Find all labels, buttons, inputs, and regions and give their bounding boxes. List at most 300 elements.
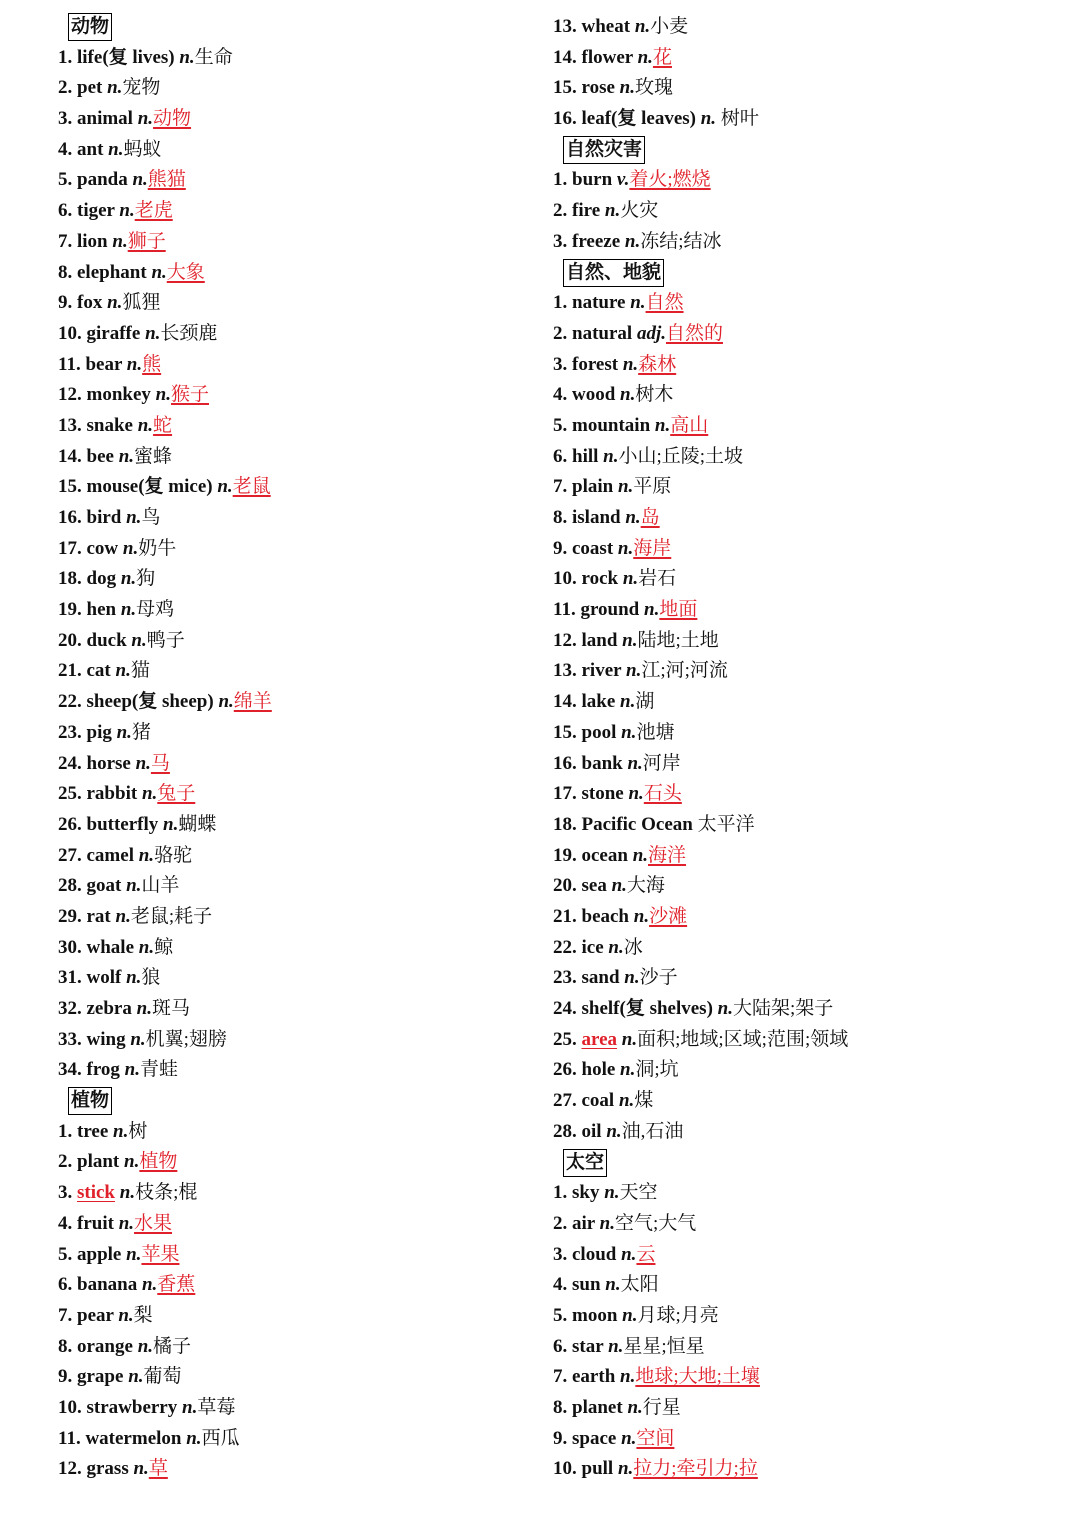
vocab-entry <box>553 165 1063 196</box>
entry-word: shelf(复 shelves) <box>581 998 713 1019</box>
entry-pos: n. <box>717 998 733 1019</box>
entry-word: hen <box>86 599 117 621</box>
entry-pos: n. <box>628 783 644 805</box>
entry-word: sheep(复 sheep) <box>86 691 214 713</box>
entry-number: 33. <box>58 1028 82 1050</box>
vocab-entry <box>553 196 1063 227</box>
entry-pos: n. <box>622 353 639 375</box>
vocab-entry <box>58 380 528 411</box>
vocab-entry <box>58 656 528 687</box>
entry-number: 10. <box>553 568 577 590</box>
entry-meaning: 江;河;河流 <box>641 660 728 682</box>
entry-word: fire <box>572 200 601 222</box>
entry-pos: n. <box>627 1396 643 1418</box>
entry-pos: n. <box>620 691 636 713</box>
entry-pos: n. <box>619 77 635 99</box>
entry-meaning: 宠物 <box>122 77 161 99</box>
entry-pos: n. <box>151 261 167 283</box>
entry-pos: n. <box>621 1028 638 1050</box>
vocab-entry <box>58 994 528 1025</box>
entry-number: 4. <box>58 1212 73 1234</box>
entry-number: 28. <box>58 875 82 897</box>
entry-pos: n. <box>124 1059 140 1081</box>
entry-pos: n. <box>603 445 619 467</box>
entry-word: ant <box>77 138 104 160</box>
vocab-entry <box>553 1025 1063 1056</box>
vocab-entry <box>58 227 528 258</box>
entry-meaning-answer: 花 <box>652 46 672 68</box>
entry-word: cat <box>86 660 111 682</box>
entry-pos: n. <box>112 230 128 252</box>
entry-pos: n. <box>608 936 624 958</box>
vocab-entry <box>553 1178 1063 1209</box>
entry-meaning-answer: 水果 <box>134 1212 173 1234</box>
entry-word: bee <box>86 445 114 467</box>
entry-word: fruit <box>77 1212 114 1234</box>
entry-number: 9. <box>553 1427 568 1449</box>
entry-number: 8. <box>58 261 73 283</box>
entry-pos: n. <box>182 1396 198 1418</box>
entry-word: camel <box>86 844 134 866</box>
entry-number: 5. <box>58 169 73 191</box>
entry-number: 11. <box>58 1427 81 1449</box>
entry-number: 1. <box>553 292 568 314</box>
entry-meaning: 太阳 <box>620 1274 659 1296</box>
entry-meaning: 山羊 <box>141 875 180 897</box>
entry-pos: n. <box>605 1274 621 1296</box>
entry-word: mountain <box>572 414 651 436</box>
section-header: 植物 <box>68 1087 112 1115</box>
entry-number: 22. <box>58 691 82 713</box>
entry-pos: n. <box>130 1028 146 1050</box>
entry-meaning-answer: 草 <box>148 1458 168 1480</box>
entry-number: 23. <box>58 721 82 743</box>
entry-word: elephant <box>77 261 147 283</box>
entry-number: 24. <box>58 752 82 774</box>
vocab-entry <box>553 472 1063 503</box>
vocab-entry <box>553 779 1063 810</box>
vocab-entry <box>553 380 1063 411</box>
entry-pos: n. <box>622 568 639 590</box>
vocab-entry <box>58 1393 528 1424</box>
vocab-entry <box>58 1332 528 1363</box>
entry-pos: n. <box>617 476 634 498</box>
entry-word: apple <box>77 1243 122 1265</box>
entry-word: moon <box>572 1304 618 1326</box>
vocab-entry <box>553 350 1063 381</box>
entry-pos: n. <box>133 1458 149 1480</box>
entry-pos: n. <box>137 1335 154 1357</box>
entry-pos: n. <box>620 1059 636 1081</box>
entry-meaning: 蚂蚁 <box>123 138 162 160</box>
vocab-entry <box>553 1240 1063 1271</box>
vocab-entry <box>553 1424 1063 1455</box>
section-header-row <box>553 1147 1063 1178</box>
entry-word: hill <box>572 445 599 467</box>
entry-number: 8. <box>58 1335 73 1357</box>
entry-pos: n. <box>108 138 124 160</box>
vocab-entry <box>58 841 528 872</box>
entry-word: grape <box>77 1366 124 1388</box>
entry-word: rose <box>581 77 615 99</box>
vocab-entry <box>553 43 1063 74</box>
entry-pos: n. <box>118 445 135 467</box>
entry-meaning-answer: 动物 <box>153 108 192 130</box>
entry-meaning-answer: 自然 <box>645 292 684 314</box>
entry-pos: n. <box>107 292 123 314</box>
vocab-entry <box>553 1393 1063 1424</box>
vocab-entry <box>58 1362 528 1393</box>
entry-pos: n. <box>118 1212 135 1234</box>
entry-word: animal <box>77 108 133 130</box>
vocab-entry <box>553 104 1063 135</box>
entry-pos: n. <box>122 537 139 559</box>
entry-pos: n. <box>626 660 642 682</box>
entry-number: 26. <box>553 1059 577 1081</box>
entry-number: 19. <box>58 599 82 621</box>
vocab-entry <box>58 43 528 74</box>
entry-number: 4. <box>553 1274 568 1296</box>
entry-number: 2. <box>553 322 568 344</box>
entry-pos: n. <box>138 936 155 958</box>
section-header: 太空 <box>563 1149 607 1177</box>
entry-word: banana <box>77 1274 138 1296</box>
entry-pos: n. <box>644 599 660 621</box>
vocab-entry <box>58 779 528 810</box>
vocab-entry <box>553 1454 1063 1485</box>
entry-number: 9. <box>553 537 568 559</box>
entry-meaning-answer: 马 <box>150 752 170 774</box>
entry-meaning-answer: 着火;燃烧 <box>629 169 711 191</box>
entry-pos: n. <box>617 1458 634 1480</box>
entry-number: 5. <box>58 1243 73 1265</box>
entry-meaning-answer: 兔子 <box>157 783 196 805</box>
entry-pos: n. <box>115 905 131 927</box>
entry-meaning: 大海 <box>626 875 665 897</box>
entry-word: wheat <box>581 16 631 37</box>
entry-meaning: 面积;地域;区域;范围;领域 <box>637 1028 849 1050</box>
entry-word: ice <box>581 936 604 958</box>
entry-meaning-answer: 老鼠 <box>232 476 271 498</box>
entry-meaning: 洞;坑 <box>635 1059 679 1081</box>
entry-meaning-answer: 云 <box>636 1243 656 1265</box>
entry-number: 10. <box>58 322 82 344</box>
entry-pos: n. <box>120 568 137 590</box>
entry-meaning: 斑马 <box>151 998 190 1019</box>
entry-pos: n. <box>141 1274 158 1296</box>
entry-word: freeze <box>572 230 621 252</box>
entry-meaning-answer: 猴子 <box>170 384 209 406</box>
entry-meaning: 蝴蝶 <box>178 813 217 835</box>
entry-pos: n. <box>116 721 132 743</box>
entry-meaning: 树木 <box>635 384 674 406</box>
vocab-entry <box>58 350 528 381</box>
section-header: 自然灾害 <box>563 136 645 164</box>
entry-pos: n. <box>604 200 621 222</box>
entry-number: 1. <box>58 1120 73 1142</box>
entry-number: 2. <box>58 77 73 99</box>
vocab-entry <box>553 1332 1063 1363</box>
vocab-entry <box>553 1055 1063 1086</box>
entry-pos: n. <box>135 752 151 774</box>
entry-meaning-answer: 大象 <box>166 261 205 283</box>
entry-number: 8. <box>553 507 568 528</box>
entry-pos: n. <box>107 77 123 99</box>
entry-number: 5. <box>553 414 568 436</box>
entry-pos: n. <box>163 813 179 835</box>
entry-meaning: 玫瑰 <box>635 77 674 99</box>
entry-number: 28. <box>553 1120 577 1142</box>
vocab-entry <box>58 933 528 964</box>
vocab-entry <box>58 1424 528 1455</box>
vocab-entry <box>58 626 528 657</box>
entry-meaning: 葡萄 <box>143 1366 182 1388</box>
entry-meaning: 天空 <box>619 1182 658 1204</box>
entry-meaning-answer: 熊 <box>142 353 162 375</box>
entry-meaning: 树叶 <box>716 108 759 130</box>
entry-pos: n. <box>622 1304 638 1326</box>
entry-number: 2. <box>553 200 568 222</box>
entry-word: goat <box>86 875 122 897</box>
entry-pos: n. <box>126 875 142 897</box>
section-header: 自然、地貌 <box>563 259 664 287</box>
entry-word: pig <box>86 721 112 743</box>
entry-meaning: 猫 <box>130 660 150 682</box>
entry-number: 7. <box>58 1304 73 1326</box>
entry-number: 1. <box>58 46 73 68</box>
vocab-entry <box>58 749 528 780</box>
vocab-entry <box>58 1178 528 1209</box>
vocab-entry <box>58 1240 528 1271</box>
vocab-entry <box>553 1117 1063 1148</box>
entry-word: pool <box>581 721 617 743</box>
vocab-entry <box>553 319 1063 350</box>
vocab-entry <box>58 503 528 534</box>
vocab-entry <box>553 933 1063 964</box>
entry-meaning: 狐狸 <box>122 292 161 314</box>
entry-pos: n. <box>119 1182 136 1204</box>
entry-word: cloud <box>572 1243 617 1265</box>
entry-meaning: 鸟 <box>141 507 161 528</box>
entry-meaning: 母鸡 <box>136 599 175 621</box>
vocab-entry <box>553 656 1063 687</box>
entry-word: bird <box>86 507 122 528</box>
entry-word: rabbit <box>86 783 138 805</box>
entry-word: tiger <box>77 200 115 222</box>
entry-meaning-answer: 海岸 <box>633 537 672 559</box>
entry-pos: n. <box>624 230 641 252</box>
entry-meaning-answer: 绵羊 <box>233 691 272 713</box>
vocab-entry <box>58 442 528 473</box>
vocab-entry <box>58 718 528 749</box>
entry-number: 3. <box>58 108 73 130</box>
entry-pos: n. <box>124 1151 140 1173</box>
entry-word: coal <box>581 1090 615 1112</box>
entry-number: 10. <box>553 1458 577 1480</box>
entry-pos: n. <box>622 629 638 651</box>
entry-pos: n. <box>113 1120 129 1142</box>
vocab-entry <box>553 442 1063 473</box>
entry-word: sand <box>581 967 620 989</box>
entry-pos: n. <box>621 721 637 743</box>
entry-meaning: 空气;大气 <box>614 1212 697 1234</box>
entry-meaning: 小麦 <box>650 16 689 37</box>
entry-meaning: 湖 <box>635 691 655 713</box>
entry-number: 29. <box>58 905 82 927</box>
entry-pos: n. <box>126 353 143 375</box>
vocab-entry <box>553 687 1063 718</box>
left-column <box>58 12 528 1485</box>
entry-meaning: 火灾 <box>620 200 659 222</box>
entry-word: planet <box>572 1396 623 1418</box>
vocab-entry <box>553 810 1063 841</box>
entry-meaning-answer: 香蕉 <box>157 1274 196 1296</box>
entry-pos: n. <box>620 384 636 406</box>
entry-number: 32. <box>58 998 82 1019</box>
entry-number: 7. <box>553 476 568 498</box>
vocab-entry <box>553 749 1063 780</box>
entry-word: flower <box>581 46 633 68</box>
vocab-entry <box>58 73 528 104</box>
entry-number: 25. <box>58 783 82 805</box>
entry-word: land <box>581 629 618 651</box>
entry-number: 6. <box>553 445 568 467</box>
entry-number: 13. <box>58 414 82 436</box>
vocab-entry <box>58 1025 528 1056</box>
entry-pos: n. <box>617 537 634 559</box>
vocab-entry <box>58 135 528 166</box>
entry-number: 9. <box>58 1366 73 1388</box>
entry-pos: n. <box>624 967 640 989</box>
entry-meaning-answer: 森林 <box>638 353 677 375</box>
entry-number: 6. <box>58 200 73 222</box>
entry-meaning: 鸭子 <box>146 629 185 651</box>
entry-pos: n. <box>118 1304 134 1326</box>
entry-meaning: 青蛙 <box>140 1059 179 1081</box>
entry-meaning-answer: 岛 <box>640 507 660 528</box>
entry-word: air <box>572 1212 595 1234</box>
entry-meaning: 狼 <box>141 967 161 989</box>
entry-pos: n. <box>633 905 650 927</box>
entry-meaning: 老鼠;耗子 <box>130 905 213 927</box>
vocab-entry <box>58 165 528 196</box>
entry-pos: n. <box>126 507 142 528</box>
vocab-entry <box>58 810 528 841</box>
vocab-entry <box>58 1209 528 1240</box>
entry-number: 21. <box>553 905 577 927</box>
entry-number: 12. <box>553 629 577 651</box>
entry-word: lion <box>77 230 108 252</box>
entry-word: sun <box>572 1274 601 1296</box>
vocab-entry <box>553 1086 1063 1117</box>
entry-meaning: 蜜蜂 <box>134 445 173 467</box>
entry-word: river <box>581 660 622 682</box>
entry-number: 2. <box>58 1151 73 1173</box>
entry-word: burn <box>572 169 613 191</box>
entry-number: 12. <box>58 1458 82 1480</box>
entry-number: 14. <box>553 46 577 68</box>
entry-meaning-answer: 狮子 <box>127 230 166 252</box>
entry-meaning-answer: 沙滩 <box>649 905 688 927</box>
vocab-entry <box>58 1117 528 1148</box>
entry-word: snake <box>86 414 133 436</box>
vocab-entry <box>58 1270 528 1301</box>
entry-pos: n. <box>604 1182 620 1204</box>
entry-pos: n. <box>186 1427 202 1449</box>
entry-word: duck <box>86 629 127 651</box>
entry-word: Pacific Ocean <box>581 813 693 835</box>
entry-number: 17. <box>58 537 82 559</box>
entry-pos: n. <box>137 108 154 130</box>
entry-meaning: 大陆架;架子 <box>732 998 834 1019</box>
entry-number: 6. <box>553 1335 568 1357</box>
entry-number: 4. <box>58 138 73 160</box>
entry-word: plain <box>572 476 614 498</box>
vocab-entry <box>58 258 528 289</box>
entry-meaning: 月球;月亮 <box>637 1304 719 1326</box>
vocab-entry <box>553 12 1063 43</box>
entry-number: 11. <box>58 353 81 375</box>
entry-number: 15. <box>553 721 577 743</box>
vocab-entry <box>58 104 528 135</box>
entry-meaning: 梨 <box>133 1304 153 1326</box>
entry-pos: n. <box>618 1090 635 1112</box>
vocab-entry <box>58 1055 528 1086</box>
entry-pos: n. <box>131 629 147 651</box>
entry-number: 14. <box>553 691 577 713</box>
vocab-entry <box>553 411 1063 442</box>
entry-meaning-answer: 苹果 <box>141 1243 180 1265</box>
vocab-entry <box>58 534 528 565</box>
entry-meaning: 长颈鹿 <box>160 322 218 344</box>
entry-number: 12. <box>58 384 82 406</box>
entry-pos: n. <box>620 1366 636 1388</box>
entry-number: 16. <box>58 507 82 528</box>
entry-meaning-answer: 地面 <box>659 599 698 621</box>
entry-pos: n. <box>637 46 653 68</box>
entry-pos: n. <box>599 1212 615 1234</box>
vocab-entry <box>58 1454 528 1485</box>
vocab-entry <box>58 963 528 994</box>
entry-pos: n. <box>621 1427 637 1449</box>
entry-number: 8. <box>553 1396 568 1418</box>
entry-word: watermelon <box>85 1427 182 1449</box>
entry-meaning: 树 <box>128 1120 148 1142</box>
entry-pos: n. <box>126 967 142 989</box>
entry-meaning: 狗 <box>136 568 156 590</box>
entry-word: strawberry <box>86 1396 178 1418</box>
entry-meaning: 平原 <box>633 476 672 498</box>
entry-word: pet <box>77 77 103 99</box>
entry-pos: n. <box>217 476 233 498</box>
entry-meaning: 西瓜 <box>201 1427 240 1449</box>
entry-pos: n. <box>700 108 717 130</box>
entry-word: ocean <box>581 844 628 866</box>
entry-meaning-answer: 蛇 <box>153 414 173 436</box>
entry-pos: n. <box>119 200 135 222</box>
entry-word: butterfly <box>86 813 159 835</box>
entry-number: 21. <box>58 660 82 682</box>
entry-number: 31. <box>58 967 82 989</box>
entry-meaning: 生命 <box>194 46 233 68</box>
entry-pos: v. <box>616 169 630 191</box>
entry-number: 7. <box>553 1366 568 1388</box>
entry-meaning: 陆地;土地 <box>637 629 719 651</box>
entry-number: 24. <box>553 998 577 1019</box>
entry-meaning-answer: 老虎 <box>134 200 173 222</box>
vocab-entry <box>58 196 528 227</box>
entry-pos: n. <box>621 1243 637 1265</box>
